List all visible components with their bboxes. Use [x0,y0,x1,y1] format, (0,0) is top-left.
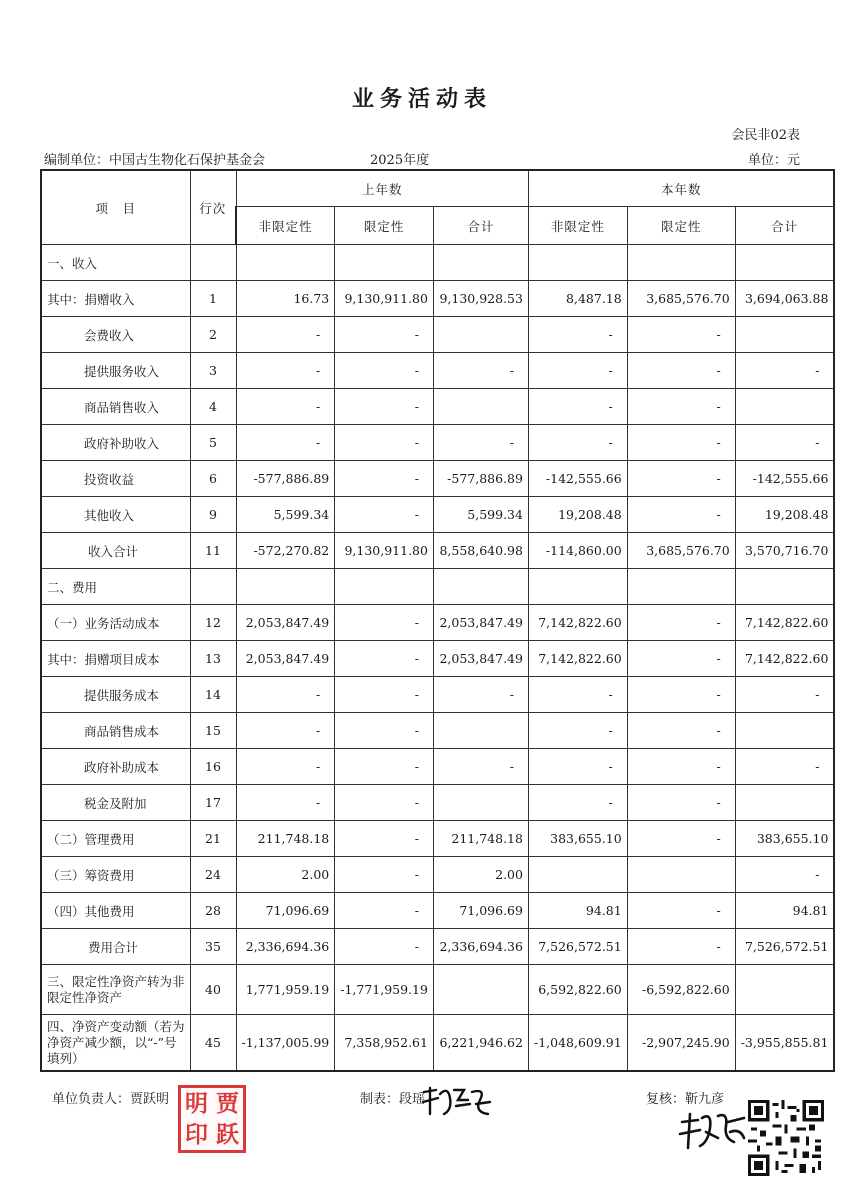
cell-curr-total [735,965,834,1015]
cell-prev-total [433,965,528,1015]
cell-curr-unrestricted: 7,142,822.60 [528,641,627,677]
cell-curr-unrestricted: -142,555.66 [528,461,627,497]
cell-prev-restricted: - [335,785,434,821]
cell-prev-restricted: - [335,605,434,641]
cell-prev-unrestricted: 211,748.18 [236,821,335,857]
table-row [41,281,834,317]
cell-curr-restricted: - [627,461,735,497]
cell-prev-restricted: - [335,353,434,389]
cell-curr-unrestricted: - [528,353,627,389]
cell-curr-total: 7,142,822.60 [735,641,834,677]
cell-prev-unrestricted: -577,886.89 [236,461,335,497]
cell-curr-total [735,389,834,425]
cell-curr-unrestricted: - [528,785,627,821]
header-curr-total: 合计 [735,207,834,245]
cell-prev-total: 2,053,847.49 [433,641,528,677]
cell-curr-restricted: - [627,317,735,353]
cell-curr-restricted: -6,592,822.60 [627,965,735,1015]
cell-prev-total [433,389,528,425]
row-number: 2 [190,317,236,353]
cell-prev-total: - [433,749,528,785]
cell-curr-unrestricted: 7,142,822.60 [528,605,627,641]
table-row [41,389,834,425]
row-label: 费用合计 [41,929,190,965]
cell-curr-total: -3,955,855.81 [735,1015,834,1072]
table-row [41,533,834,569]
table-row [41,497,834,533]
row-number: 16 [190,749,236,785]
cell-prev-restricted: - [335,497,434,533]
row-number: 28 [190,893,236,929]
page-title: 业务活动表 [351,86,492,112]
reviewer: 复核：靳九彦 [646,1092,725,1107]
header-prev-total: 合计 [433,207,528,245]
row-label: 其中：捐赠收入 [41,281,190,317]
cell-curr-restricted: - [627,713,735,749]
table-row [41,713,834,749]
table-row [41,749,834,785]
cell-curr-restricted [627,569,735,605]
cell-curr-restricted: 3,685,576.70 [627,533,735,569]
cell-curr-restricted: - [627,677,735,713]
table-row [41,353,834,389]
row-number: 4 [190,389,236,425]
qr-code-icon [748,1100,824,1176]
currency-unit: 单位：元 [747,153,800,168]
cell-prev-total [433,713,528,749]
cell-curr-unrestricted: - [528,749,627,785]
row-label: 会费收入 [41,317,190,353]
cell-prev-total: - [433,677,528,713]
cell-curr-total: 7,526,572.51 [735,929,834,965]
cell-prev-unrestricted: 5,599.34 [236,497,335,533]
cell-prev-unrestricted: 2,336,694.36 [236,929,335,965]
cell-curr-unrestricted [528,857,627,893]
cell-curr-restricted: -2,907,245.90 [627,1015,735,1072]
row-label: 四、净资产变动额（若为净资产减少额，以“-”号填列） [41,1015,190,1072]
cell-curr-unrestricted: 8,487.18 [528,281,627,317]
table-row [41,569,834,605]
row-number: 3 [190,353,236,389]
row-label: （二）管理费用 [41,821,190,857]
table-row [41,893,834,929]
cell-prev-unrestricted: - [236,785,335,821]
cell-curr-unrestricted: 6,592,822.60 [528,965,627,1015]
cell-curr-unrestricted: - [528,713,627,749]
row-label: 商品销售成本 [41,713,190,749]
cell-prev-total: -577,886.89 [433,461,528,497]
cell-curr-total [735,317,834,353]
row-label: 一、收入 [41,245,190,281]
row-label: （一）业务活动成本 [41,605,190,641]
cell-prev-restricted [335,569,434,605]
header-prev-year: 上年数 [236,170,528,207]
cell-curr-restricted: - [627,821,735,857]
table-row [41,785,834,821]
cell-curr-restricted: - [627,497,735,533]
cell-prev-total [433,569,528,605]
row-number: 9 [190,497,236,533]
red-name-seal: 明 贾 印 跃 [178,1085,246,1153]
cell-prev-total [433,785,528,821]
cell-prev-total: 211,748.18 [433,821,528,857]
cell-prev-unrestricted [236,569,335,605]
row-number: 15 [190,713,236,749]
cell-prev-unrestricted: - [236,713,335,749]
cell-curr-unrestricted [528,245,627,281]
row-label: 商品销售收入 [41,389,190,425]
cell-curr-total: 3,570,716.70 [735,533,834,569]
table-row [41,605,834,641]
cell-curr-restricted: - [627,641,735,677]
row-label: 收入合计 [41,533,190,569]
cell-curr-unrestricted: 383,655.10 [528,821,627,857]
cell-prev-total: 6,221,946.62 [433,1015,528,1072]
cell-curr-total [735,245,834,281]
cell-prev-unrestricted: 2,053,847.49 [236,605,335,641]
header-curr-restricted: 限定性 [627,207,735,245]
row-number [190,569,236,605]
cell-curr-total: 94.81 [735,893,834,929]
cell-curr-total: 7,142,822.60 [735,605,834,641]
cell-prev-restricted: 9,130,911.80 [335,281,434,317]
cell-prev-unrestricted: - [236,677,335,713]
row-label: 其他收入 [41,497,190,533]
row-label: 政府补助收入 [41,425,190,461]
table-row [41,965,834,1015]
row-number: 13 [190,641,236,677]
row-label: 三、限定性净资产转为非限定性净资产 [41,965,190,1015]
cell-prev-unrestricted: 16.73 [236,281,335,317]
cell-curr-unrestricted: -1,048,609.91 [528,1015,627,1072]
cell-curr-restricted: - [627,929,735,965]
table-row [41,641,834,677]
cell-prev-restricted [335,245,434,281]
cell-prev-restricted: - [335,641,434,677]
row-number: 11 [190,533,236,569]
row-label: （四）其他费用 [41,893,190,929]
table-row [41,677,834,713]
cell-prev-unrestricted: 71,096.69 [236,893,335,929]
cell-prev-restricted: - [335,821,434,857]
cell-curr-total [735,569,834,605]
cell-prev-total [433,245,528,281]
table-row [41,929,834,965]
preparing-unit: 编制单位：中国古生物化石保护基金会 [44,153,266,168]
preparer-signature [420,1084,492,1120]
cell-prev-restricted: -1,771,959.19 [335,965,434,1015]
cell-prev-restricted: - [335,389,434,425]
cell-prev-total: 5,599.34 [433,497,528,533]
cell-curr-restricted: - [627,425,735,461]
cell-curr-unrestricted: - [528,425,627,461]
row-number: 24 [190,857,236,893]
cell-prev-restricted: - [335,461,434,497]
header-prev-restricted: 限定性 [335,207,434,245]
cell-curr-unrestricted: - [528,317,627,353]
cell-prev-restricted: - [335,749,434,785]
cell-curr-restricted: - [627,389,735,425]
cell-curr-total [735,713,834,749]
table-row [41,461,834,497]
cell-curr-restricted: 3,685,576.70 [627,281,735,317]
cell-prev-total: 2,053,847.49 [433,605,528,641]
row-label: 提供服务成本 [41,677,190,713]
cell-curr-total: - [735,425,834,461]
row-label: 政府补助成本 [41,749,190,785]
header-row-no: 行次 [190,170,236,245]
cell-prev-total: 2.00 [433,857,528,893]
cell-curr-total: - [735,749,834,785]
row-number: 35 [190,929,236,965]
reviewer-signature [678,1108,748,1154]
cell-curr-unrestricted: - [528,677,627,713]
table-row [41,857,834,893]
row-label: 其中：捐赠项目成本 [41,641,190,677]
cell-curr-restricted: - [627,605,735,641]
cell-prev-unrestricted: - [236,317,335,353]
cell-prev-unrestricted: 2.00 [236,857,335,893]
cell-prev-unrestricted: 2,053,847.49 [236,641,335,677]
cell-curr-unrestricted: 94.81 [528,893,627,929]
report-year: 2025年度 [370,153,430,168]
cell-prev-restricted: - [335,893,434,929]
row-number: 5 [190,425,236,461]
cell-curr-restricted [627,245,735,281]
cell-curr-total: 3,694,063.88 [735,281,834,317]
cell-prev-unrestricted: -1,137,005.99 [236,1015,335,1072]
cell-curr-total [735,785,834,821]
cell-curr-total: 383,655.10 [735,821,834,857]
cell-curr-restricted: - [627,353,735,389]
cell-prev-unrestricted: - [236,425,335,461]
cell-prev-unrestricted: 1,771,959.19 [236,965,335,1015]
row-label: （三）筹资费用 [41,857,190,893]
cell-prev-restricted: 7,358,952.61 [335,1015,434,1072]
preparer: 制表：段瑶 [360,1092,426,1107]
cell-prev-total: 8,558,640.98 [433,533,528,569]
cell-prev-restricted: - [335,425,434,461]
cell-prev-restricted: - [335,857,434,893]
cell-prev-unrestricted [236,245,335,281]
row-number: 6 [190,461,236,497]
cell-curr-unrestricted: -114,860.00 [528,533,627,569]
header-curr-unrestricted: 非限定性 [528,207,627,245]
row-number: 21 [190,821,236,857]
cell-prev-unrestricted: - [236,749,335,785]
cell-curr-total: -142,555.66 [735,461,834,497]
cell-prev-restricted: - [335,677,434,713]
table-row [41,821,834,857]
row-number: 1 [190,281,236,317]
cell-prev-restricted: 9,130,911.80 [335,533,434,569]
cell-prev-total: - [433,425,528,461]
row-number: 12 [190,605,236,641]
cell-prev-unrestricted: -572,270.82 [236,533,335,569]
cell-prev-restricted: - [335,713,434,749]
row-number: 14 [190,677,236,713]
header-item: 项 目 [41,170,190,245]
cell-curr-unrestricted: - [528,389,627,425]
cell-curr-restricted: - [627,749,735,785]
row-label: 提供服务收入 [41,353,190,389]
cell-prev-total: 71,096.69 [433,893,528,929]
table-row [41,317,834,353]
cell-curr-total: - [735,857,834,893]
cell-curr-total: - [735,353,834,389]
form-code: 会民非02表 [731,128,800,143]
cell-curr-total: - [735,677,834,713]
cell-prev-total: - [433,353,528,389]
activity-table [40,169,835,1072]
cell-prev-total [433,317,528,353]
row-label: 投资收益 [41,461,190,497]
cell-curr-unrestricted: 19,208.48 [528,497,627,533]
cell-prev-unrestricted: - [236,389,335,425]
cell-prev-unrestricted: - [236,353,335,389]
cell-prev-restricted: - [335,929,434,965]
header-curr-year: 本年数 [528,170,834,207]
cell-prev-total: 9,130,928.53 [433,281,528,317]
cell-curr-restricted [627,857,735,893]
cell-prev-total: 2,336,694.36 [433,929,528,965]
responsible-person: 单位负责人：贾跃明 [52,1092,170,1107]
cell-prev-restricted: - [335,317,434,353]
row-label: 二、费用 [41,569,190,605]
cell-curr-unrestricted: 7,526,572.51 [528,929,627,965]
row-number [190,245,236,281]
table-row [41,245,834,281]
table-row [41,425,834,461]
cell-curr-restricted: - [627,893,735,929]
row-number: 17 [190,785,236,821]
table-row [41,1015,834,1072]
row-number: 45 [190,1015,236,1072]
cell-curr-unrestricted [528,569,627,605]
row-label: 税金及附加 [41,785,190,821]
header-prev-unrestricted: 非限定性 [236,207,335,245]
cell-curr-total: 19,208.48 [735,497,834,533]
cell-curr-restricted: - [627,785,735,821]
row-number: 40 [190,965,236,1015]
